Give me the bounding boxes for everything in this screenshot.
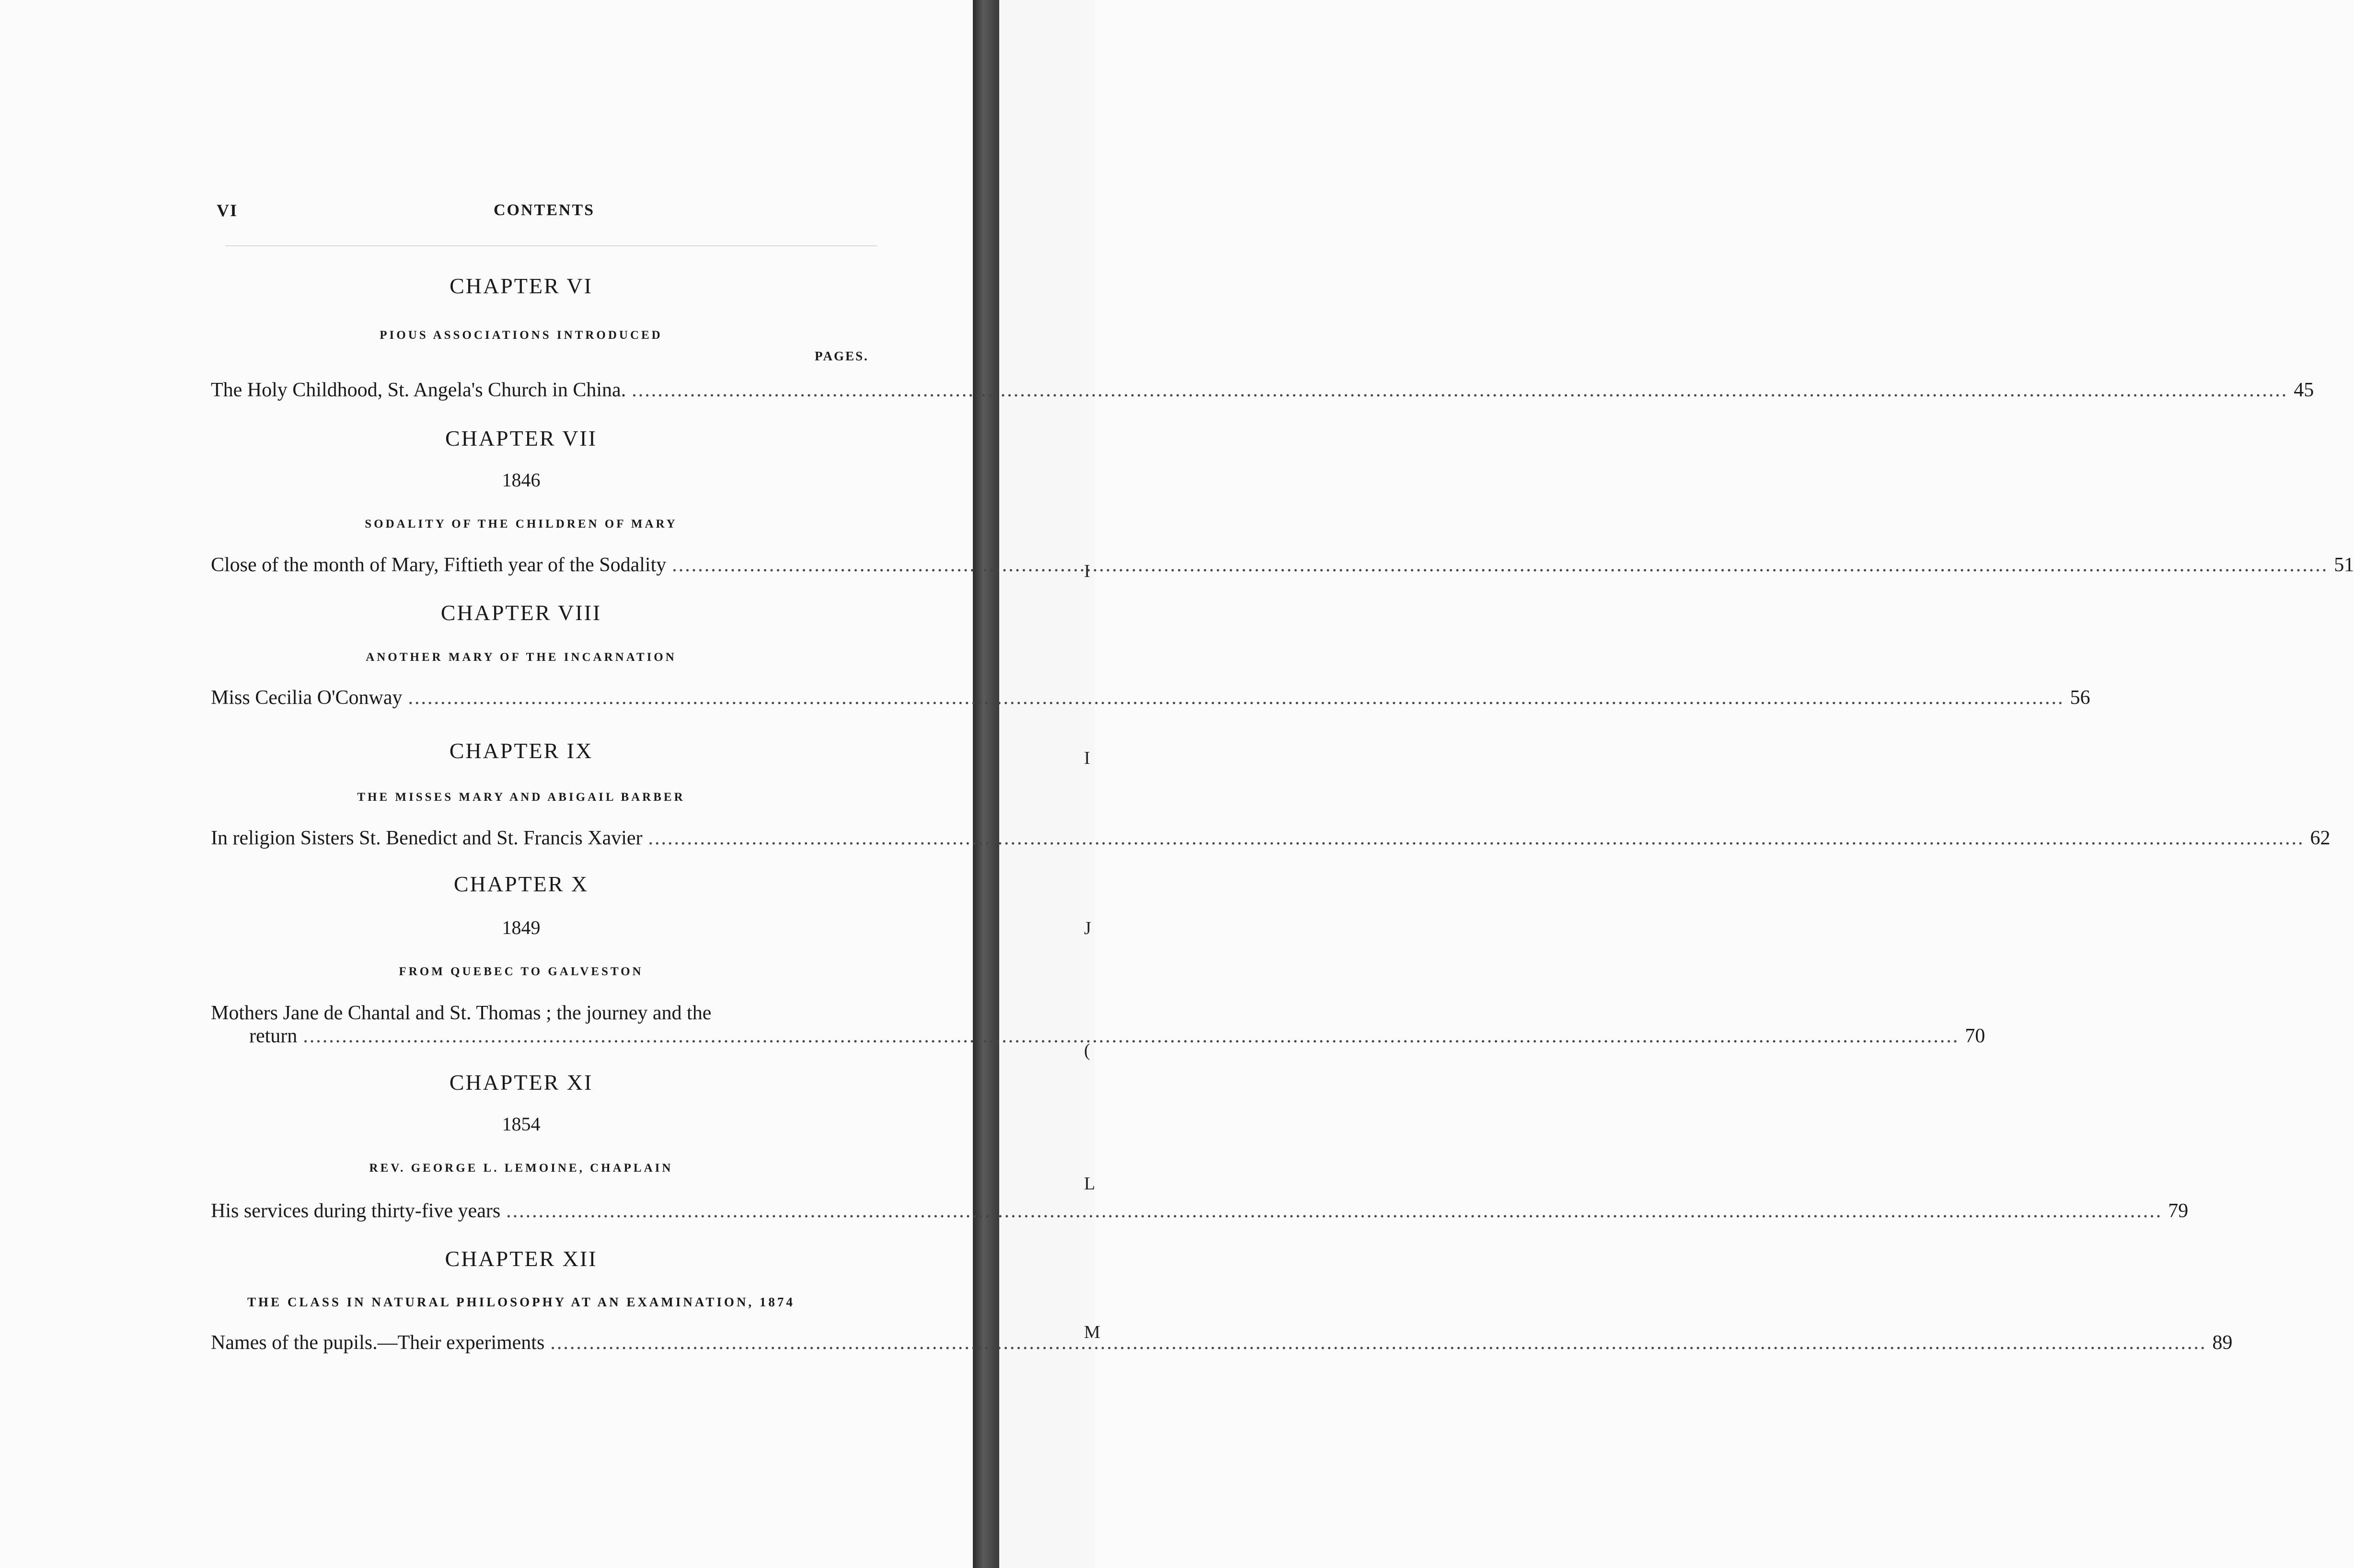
chapter-year: 1846 (502, 469, 541, 491)
toc-entry (211, 1199, 2189, 1222)
chapter-subtitle: PIOUS ASSOCIATIONS INTRODUCED (380, 329, 663, 342)
chapter-subtitle: FROM QUEBEC TO GALVESTON (399, 965, 644, 978)
toc-entry (211, 553, 2354, 576)
pages-column-label: PAGES. (815, 349, 869, 363)
entry-title: Names of the pupils.—Their experiments (211, 1332, 545, 1354)
facing-page-letter: L (1084, 1174, 1096, 1194)
entry-page: 56 (2070, 687, 2090, 709)
toc-entry (211, 686, 2090, 709)
entry-title: In religion Sisters St. Benedict and St. Francis Xavier (211, 827, 643, 849)
leader-dots (672, 553, 2328, 576)
chapter-heading: CHAPTER VI (450, 274, 593, 298)
facing-page-letter: I (1084, 748, 1090, 768)
facing-page-letter: ( (1084, 1040, 1090, 1061)
chapter-heading: CHAPTER XII (445, 1246, 598, 1271)
header-rule (225, 245, 877, 246)
leader-dots (550, 1331, 2206, 1354)
entry-page: 51 (2334, 554, 2354, 576)
chapter-year: 1854 (502, 1113, 541, 1135)
chapter-subtitle: ANOTHER MARY OF THE INCARNATION (366, 651, 677, 664)
leader-dots (303, 1025, 1959, 1048)
chapter-heading: CHAPTER VIII (440, 600, 602, 625)
page-numeral: VI (217, 201, 238, 220)
facing-page-letter: M (1084, 1322, 1100, 1342)
toc-entry (211, 379, 2314, 402)
entry-title: The Holy Childhood, St. Angela's Church in China. (211, 379, 626, 401)
chapter-heading: CHAPTER XI (449, 1070, 593, 1095)
leader-dots (648, 827, 2305, 850)
entry-page: 89 (2212, 1332, 2233, 1354)
chapter-heading: CHAPTER X (453, 872, 589, 896)
chapter-year: 1849 (502, 917, 541, 938)
leader-dots (632, 379, 2288, 402)
chapter-subtitle: REV. GEORGE L. LEMOINE, CHAPLAIN (369, 1162, 673, 1175)
entry-page: 70 (1965, 1025, 1985, 1047)
toc-entry (211, 827, 2331, 850)
entry-title: Miss Cecilia O'Conway (211, 687, 403, 709)
facing-page-letter: I (1084, 561, 1090, 581)
toc-entry (249, 1025, 1985, 1048)
chapter-heading: CHAPTER IX (449, 738, 593, 763)
entry-page: 45 (2294, 379, 2314, 401)
running-header: CONTENTS (494, 201, 595, 219)
entry-title: Close of the month of Mary, Fiftieth year of the Sodality (211, 554, 667, 576)
chapter-subtitle: SODALITY OF THE CHILDREN OF MARY (365, 518, 678, 530)
leader-dots (408, 686, 2065, 709)
chapter-subtitle: THE CLASS IN NATURAL PHILOSOPHY AT AN EXAMINATION, 1874 (247, 1295, 795, 1309)
entry-title-continued: return (249, 1025, 298, 1047)
entry-title: His services during thirty-five years (211, 1200, 501, 1222)
leader-dots (506, 1199, 2162, 1222)
toc-entry (211, 1331, 2233, 1354)
facing-page-letter: J (1084, 918, 1091, 938)
entry-page: 62 (2310, 827, 2331, 849)
entry-title: Mothers Jane de Chantal and St. Thomas ; the journey and the (211, 1002, 712, 1024)
chapter-heading: CHAPTER VII (445, 426, 598, 450)
entry-page: 79 (2168, 1200, 2189, 1222)
chapter-subtitle: THE MISSES MARY AND ABIGAIL BARBER (357, 791, 685, 804)
